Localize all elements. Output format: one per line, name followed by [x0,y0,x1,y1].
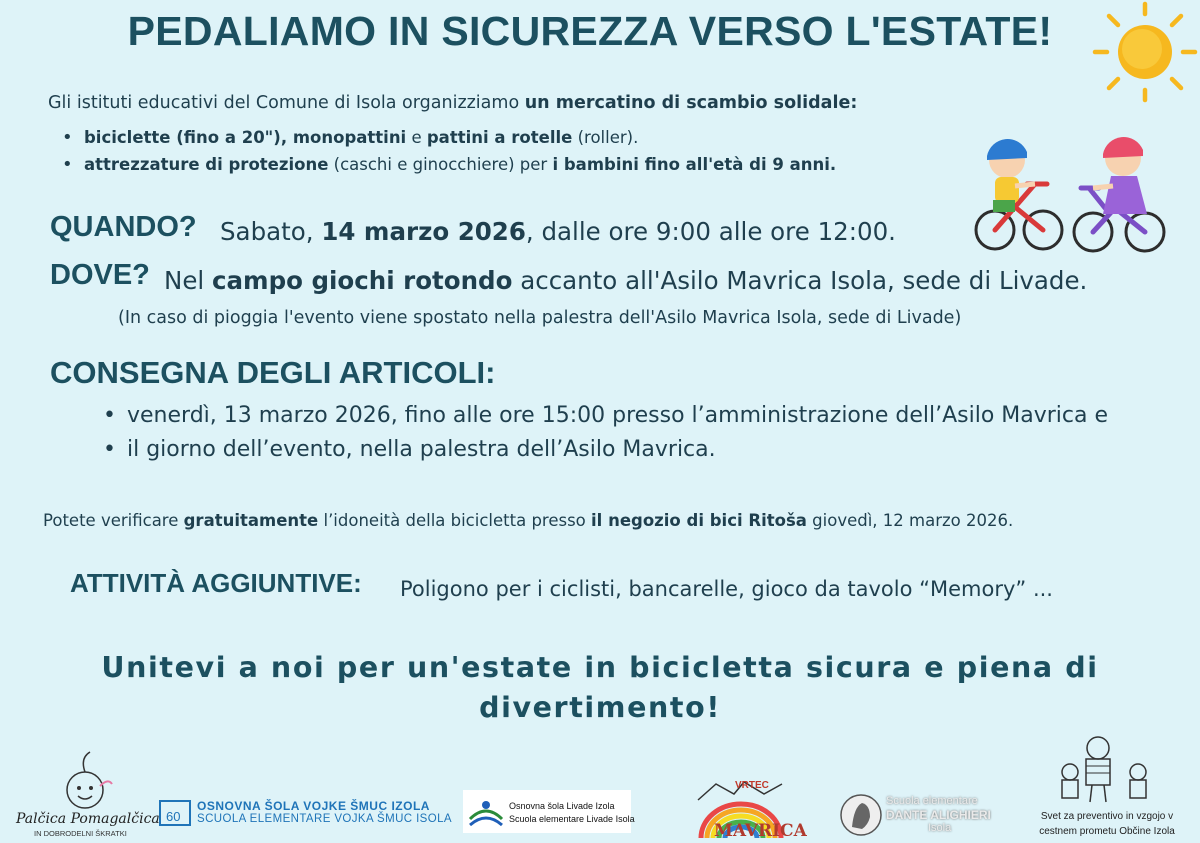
delivery-label: CONSEGNA DEGLI ARTICOLI: [50,355,496,390]
vojke-logo-icon [158,797,194,829]
where-text2: accanto all'Asilo Mavrica Isola, sede di Livade. [512,266,1088,295]
vrtec-label: VRTEC [735,780,769,791]
where-text1: Nel [164,266,212,295]
where-text [164,266,1087,295]
gear-mid: (caschi e ginocchiere) per [328,155,553,174]
list-item: • il giorno dell’evento, nella palestra dell’Asilo Mavrica. [103,437,1108,462]
rain-note: (In caso di pioggia l'evento viene spostato nella palestra dell'Asilo Mavrica Isola, sede di Livade) [118,308,962,328]
extra-label: ATTIVITÀ AGGIUNTIVE: [70,568,362,598]
svet-line2: cestnem prometu Občine Izola [1039,826,1175,837]
dante-name: DANTE ALIGHIERI [886,808,991,822]
closing-line1: Unitevi a noi per un'estate in bicicletta sicura e piena di [101,651,1099,684]
dante-town: Isola [928,822,952,834]
livade-name-it: Scuola elementare Livade Isola [509,814,635,824]
closing-message [60,648,1140,728]
svg-text:60: 60 [166,809,181,824]
page-title: PEDALIAMO IN SICUREZZA VERSO L'ESTATE! [127,8,1053,54]
check-text1: Potete verificare [43,511,184,530]
gear-bold: attrezzature di protezione [84,155,329,174]
svet-line1: Svet za preventivo in vzgojo v [1040,811,1174,822]
intro-text [48,93,857,113]
bikes-rest: (roller). [572,128,639,147]
sun-icon [1090,0,1200,105]
list-item [62,155,836,174]
check-bold2: il negozio di bici Ritoša [591,511,807,530]
where-label: DOVE? [50,259,150,291]
when-date: 14 marzo 2026 [321,217,526,246]
palcica-sub: IN DOBRODELNI ŠKRATKI [34,829,127,838]
check-text2: l’idoneità della bicicletta presso [318,511,592,530]
list-item [62,128,836,147]
svet-children-crossing-icon [1052,728,1164,808]
bikes-bold: biciclette (fino a 20"), monopattini [84,128,407,147]
extra-text: Poligono per i ciclisti, bancarelle, gioco da tavolo “Memory” ... [400,577,1053,601]
intro-bold: un mercatino di scambio solidale: [524,93,858,113]
livade-name-sl: Osnovna šola Livade Izola [509,801,615,811]
closing-line2: divertimento! [479,691,721,724]
when-text [220,217,896,246]
bikes-and: e [406,128,427,147]
gear-bold2: i bambini fino all'età di 9 anni. [552,155,837,174]
check-bold1: gratuitamente [183,511,319,530]
dante-school: Scuola elementare [886,795,978,807]
kids-on-bikes-illustration [955,122,1180,254]
when-text1: Sabato, [220,217,322,246]
delivery-list [103,403,1108,471]
check-text3: giovedì, 12 marzo 2026. [806,511,1014,530]
palcica-logo-icon [50,748,120,814]
list-item: • venerdì, 13 marzo 2026, fino alle ore 15:00 presso l’amministrazione dell’Asilo Mavrica e [103,403,1108,428]
vojke-name-sl: OSNOVNA ŠOLA VOJKE ŠMUC IZOLA [197,799,430,813]
mavrica-label: MAVRICA [714,821,807,841]
when-text2: , dalle ore 9:00 alle ore 12:00. [525,217,896,246]
vojke-name-it: SCUOLA ELEMENTARE VOJKA ŠMUC ISOLA [197,813,452,825]
bikes-bold2: pattini a rotelle [426,128,573,147]
items-list [62,128,836,182]
intro-plain: Gli istituti educativi del Comune di Isola organizziamo [48,93,525,113]
palcica-name: Palčica Pomagalčica [16,811,160,827]
livade-logo-icon [466,795,506,829]
where-place: campo giochi rotondo [212,266,513,295]
bike-check-text [43,511,1013,530]
when-label: QUANDO? [50,211,197,243]
dante-portrait-icon [840,793,882,837]
